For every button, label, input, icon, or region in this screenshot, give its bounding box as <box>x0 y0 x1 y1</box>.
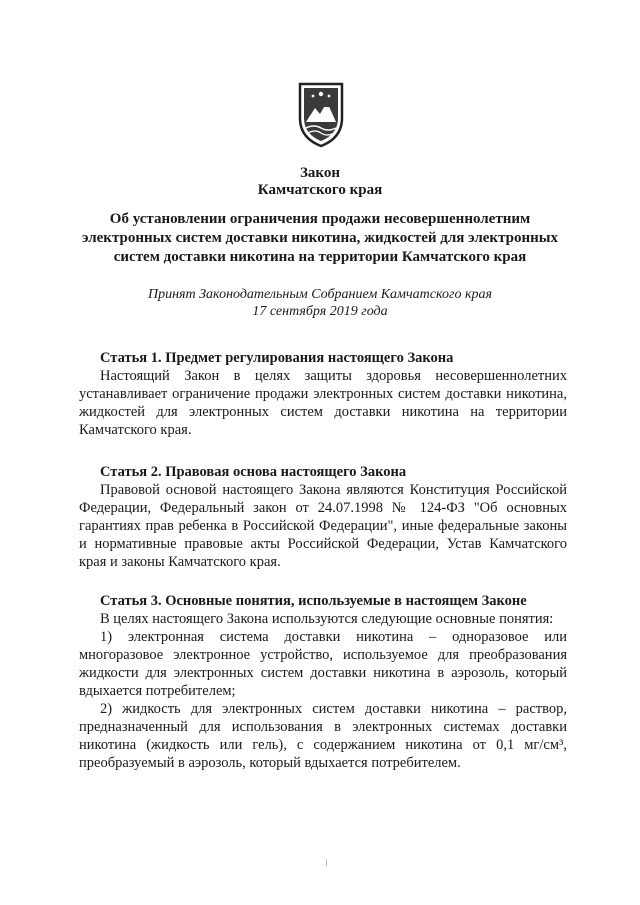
article-1 <box>79 349 567 439</box>
document-type: Закон <box>299 165 340 181</box>
adoption-info <box>0 286 640 320</box>
article-text <box>79 367 567 439</box>
paragraph: Правовой основой настоящего Закона являются Конституция Российской Федерации, Федеральный закон от 24.07.1998 № 124-ФЗ "Об основных гарантиях прав ребенка в Российской Федерации", иные федеральные законы и нормативные правовые акты Российской Федерации, Устав Камчатского края и законы Камчатского края. <box>79 482 567 570</box>
law-title-line: систем доставки никотина на территории Камчатского края <box>113 249 527 265</box>
paragraph: В целях настоящего Закона используются следующие основные понятия: <box>100 611 554 627</box>
paragraph: Настоящий Закон в целях защиты здоровья несовершеннолетних устанавливает ограничение продажи электронных систем доставки никотина, жидкостей для электронных систем доставки никотина на территории Камчатского края. <box>79 368 567 438</box>
region-name: Камчатского края <box>257 182 383 198</box>
article-text <box>79 610 567 772</box>
adoption-body: Принят Законодательным Собранием Камчатского края <box>147 287 493 302</box>
law-title-line: электронных систем доставки никотина, жидкостей для электронных <box>82 230 558 246</box>
law-title-line: Об установлении ограничения продажи несовершеннолетним <box>109 211 531 227</box>
scan-mark <box>326 859 327 866</box>
paragraph: 2) жидкость для электронных систем доставки никотина – раствор, предназначенный для использования в электронных системах доставки никотина (жидкость или гель), с содержанием никотина от 0,1 мг/см³, преобразуемый в аэрозоль, который вдыхается потребителем. <box>79 701 567 771</box>
law-title <box>0 210 640 267</box>
adoption-date: 17 сентября 2019 года <box>252 304 388 319</box>
article-heading: Статья 1. Предмет регулирования настоящего Закона <box>100 350 454 366</box>
article-heading: Статья 3. Основные понятия, используемые в настоящем Законе <box>100 593 527 609</box>
paragraph: 1) электронная система доставки никотина – одноразовое или многоразовое электронное устройство, используемое для преобразования жидкости для электронных систем доставки никотина в аэрозоль, который вдыхается потребителем; <box>79 629 567 699</box>
article-2 <box>79 463 567 571</box>
article-heading: Статья 2. Правовая основа настоящего Закона <box>100 464 407 480</box>
coat-of-arms-icon <box>294 78 348 148</box>
article-3 <box>79 592 567 772</box>
article-text <box>79 481 567 571</box>
